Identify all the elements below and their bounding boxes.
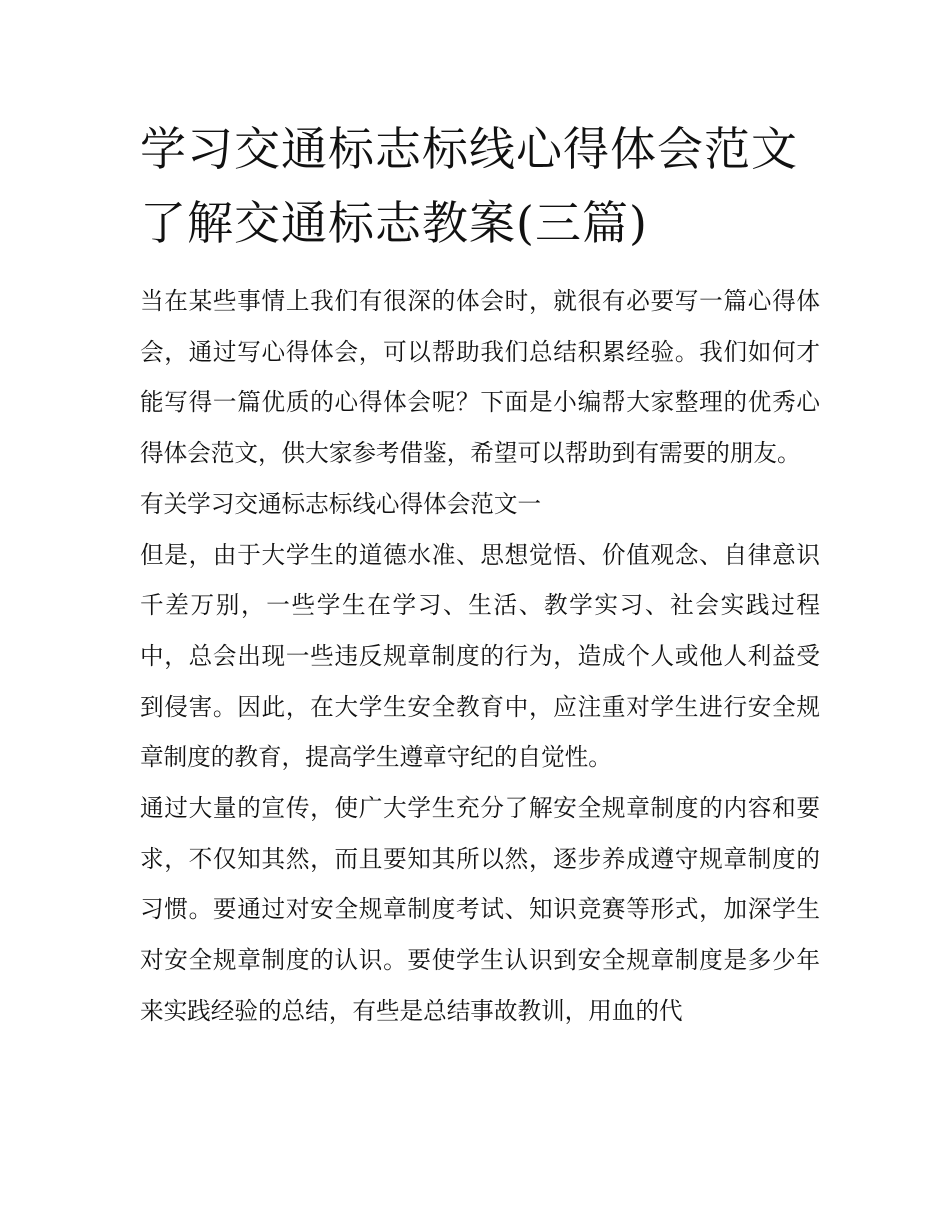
body-paragraph-1: 但是，由于大学生的道德水准、思想觉悟、价值观念、自律意识千差万别，一些学生在学习、生活、教学实习、社会实践过程中，总会出现一些违反规章制度的行为，造成个人或他人利益受到侵害。因此，在大学生安全教育中，应注重对学生进行安全规章制度的教育，提高学生遵章守纪的自觉性。 bbox=[140, 540, 820, 772]
document-body bbox=[140, 276, 820, 1037]
body-paragraph-2: 通过大量的宣传，使广大学生充分了解安全规章制度的内容和要求，不仅知其然，而且要知其所以然，逐步养成遵守规章制度的习惯。要通过对安全规章制度考试、知识竞赛等形式，加深学生对安全规章制度的认识。要使学生认识到安全规章制度是多少年来实践经验的总结，有些是总结事故教训，用血的代 bbox=[140, 794, 820, 1025]
document-title: 学习交通标志标线心得体会范文 了解交通标志教案(三篇) bbox=[140, 122, 798, 250]
section-heading: 有关学习交通标志标线心得体会范文一 bbox=[140, 489, 542, 518]
intro-paragraph: 当在某些事情上我们有很深的体会时，就很有必要写一篇心得体会，通过写心得体会，可以帮助我们总结积累经验。我们如何才能写得一篇优质的心得体会呢？下面是小编帮大家整理的优秀心得体会范文，供大家参考借鉴，希望可以帮助到有需要的朋友。 bbox=[140, 287, 820, 468]
